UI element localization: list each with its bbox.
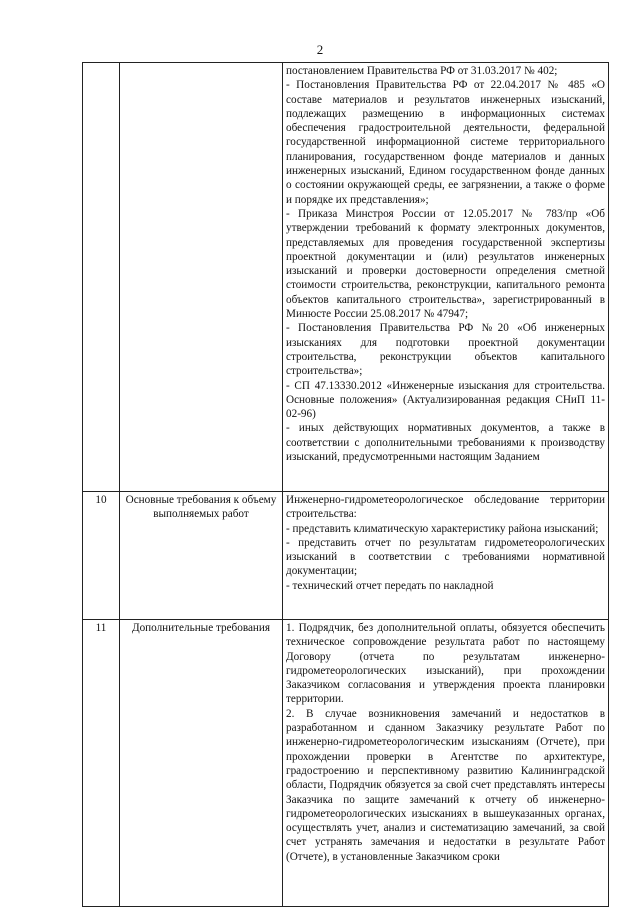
content-paragraph: - СП 47.13330.2012 «Инженерные изыскания для строительства. Основные положения» (Актуализированная редакция СНиП 11-02-96) (286, 379, 605, 421)
row-content-cell (283, 620, 609, 907)
row-number-cell: 11 (83, 620, 120, 907)
content-paragraph: постановлением Правительства РФ от 31.03.2017 № 402; (286, 65, 558, 77)
page-number: 2 (316, 42, 324, 57)
row-name-cell (120, 63, 283, 492)
row-number-cell: 10 (83, 492, 120, 620)
row-number-cell (83, 63, 120, 492)
row-name-cell: Основные требования к объему выполняемых работ (120, 492, 283, 620)
content-paragraph: - Постановления Правительства РФ №20 «Об инженерных изысканиях для подготовки проектной документации строительства, реконструкции объектов капитального строительства»; (286, 322, 605, 378)
table-row-10 (83, 492, 609, 620)
row-content-cell (283, 63, 609, 492)
content-paragraph: 1. Подрядчик, без дополнительной оплаты, обязуется обеспечить техническое сопровождение результата работ по настоящему Договору (отчета по результатам инженерно-гидрометеорологических изысканий), при прохождении Заказчиком согласования и утверждения проекта планировки территории. (286, 622, 605, 706)
content-paragraph: - представить климатическую характеристику района изысканий; (286, 522, 599, 535)
row-content-cell (283, 492, 609, 620)
content-paragraph: 2. В случае возникновения замечаний и недостатков в разработанном и сданном Заказчику результате Работ по инженерно-гидрометеорологическим изысканиям (Отчете), при прохождении проверки в Агентстве по архитектуре, градостроению и перспективному развитию Калининградской области, Подрядчик обязуется за свой счет представлять интересы Заказчика по защите замечаний к отчету об инженерно-гидрометеорологических изысканиях в вышеуказанных органах, осуществлять учет, анализ и систематизацию замечаний, за свой счет устранять замечания и недостатки в результате Работ (Отчете), в установленные Заказчиком сроки (286, 707, 605, 863)
content-paragraph: - Постановления Правительства РФ от 22.04.2017 № 485 «О составе материалов и результатов инженерных изысканий, подлежащих размещению в информационных системах обеспечения градостроительной деятельности, федеральной государственной информационной системе территориального планирования, государственном фонде материалов и данных инженерных изысканий, Едином государственном фонде данных о состоянии окружающей среды, ее загрязнении, а также о форме и порядке их представления»; (286, 79, 605, 206)
table-row-continuation (83, 63, 609, 492)
content-paragraph: - технический отчет передать по накладной (286, 579, 494, 592)
row-name-cell: Дополнительные требования (120, 620, 283, 907)
content-paragraph: Инженерно-гидрометеорологическое обследование территории строительства: (286, 494, 605, 521)
requirements-table (82, 62, 609, 907)
content-paragraph: - представить отчет по результатам гидрометеорологических изысканий в соответствии с требованиями нормативной документации; (286, 536, 605, 578)
content-paragraph: - иных действующих нормативных документов, а также в соответствии с дополнительными требованиями к производству изысканий, предусмотренными настоящим Заданием (286, 422, 605, 464)
content-paragraph: - Приказа Минстроя России от 12.05.2017 № 783/пр «Об утверждении требований к формату электронных документов, представляемых для проведения государственной экспертизы проектной документации и (или) результатов инженерных изысканий и проверки достоверности определения сметной стоимости строительства, реконструкции, капитального ремонта объектов капитального строительства», зарегистрированный в Минюсте России 25.08.2017 № 47947; (286, 207, 605, 321)
table-row-11 (83, 620, 609, 907)
